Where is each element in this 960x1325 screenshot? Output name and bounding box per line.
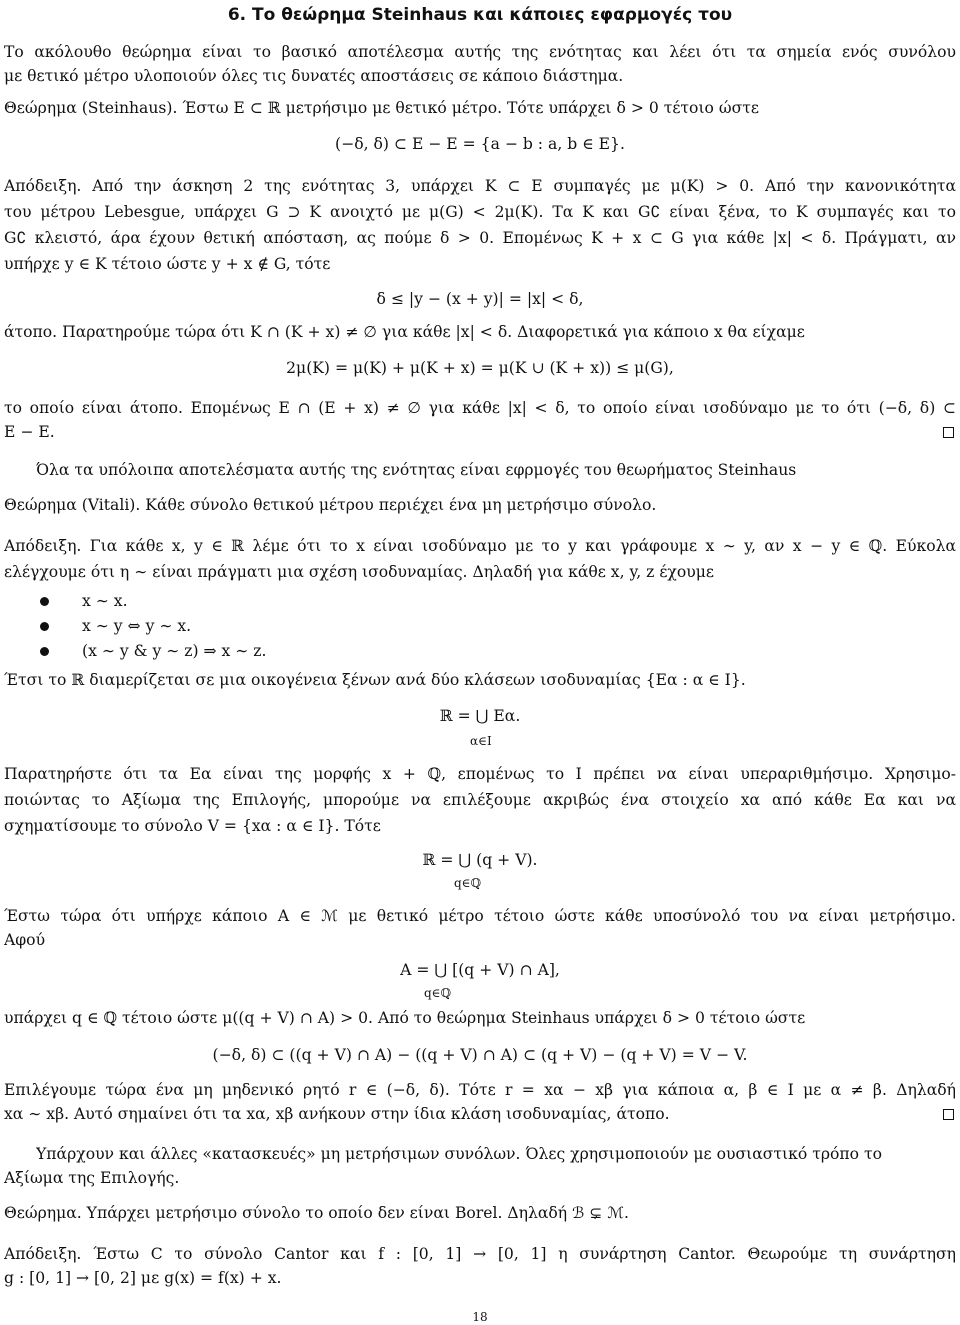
text-line: με θετικό μέτρο υλοποιούν όλες τις δυνατές αποστάσεις σε κάποιο διάστημα. (4, 67, 624, 85)
union-subscript: α∈I (470, 734, 492, 748)
list-item: (x ∼ y & y ∼ z) ⇒ x ∼ z. (82, 642, 267, 660)
text-line: άτοπο. Παρατηρούμε τώρα ότι K ∩ (K + x) ≠ ∅ για κάθε |x| < δ. Διαφορετικά για κάποιο x θα είχαμε (4, 323, 805, 341)
page-number: 18 (472, 1310, 488, 1324)
display-equation: (−δ, δ) ⊂ E − E = {a − b : a, b ∈ E}. (335, 135, 625, 153)
display-equation: (−δ, δ) ⊂ ((q + V) ∩ A) − ((q + V) ∩ A) ⊂ (q + V) − (q + V) = V − V. (212, 1046, 748, 1064)
union-expression: ℝ = ⋃ Eα. (439, 707, 521, 725)
text-line: Υπάρχουν και άλλες «κατασκευές» μη μετρήσιμων συνόλων. Όλες χρησιμοποιούν με ουσιαστικό τρόπο το (36, 1145, 883, 1163)
text-line: υπήρχε y ∈ K τέτοιο ώστε y + x ∉ G, τότε (4, 255, 331, 273)
bullet-icon (40, 597, 49, 606)
display-union-equation (0, 848, 960, 908)
proof-line: Απόδειξη. Για κάθε x, y ∈ ℝ λέμε ότι το x είναι ισοδύναμο με το y και γράφουμε x ∼ y, αν x − y ∈ ℚ. Εύκολα (4, 537, 956, 555)
union-expression: ℝ = ⋃ (q + V). (422, 851, 538, 869)
list-item: x ∼ x. (82, 592, 128, 610)
union-expression: A = ⋃ [(q + V) ∩ A], (400, 961, 560, 979)
text-line: ποιώντας το Αξίωμα της Επιλογής, μπορούμε να επιλέξουμε ακριβώς ένα στοιχείο xα από κάθε Eα και να (4, 791, 956, 809)
text-line: Όλα τα υπόλοιπα αποτελέσματα αυτής της ενότητας είναι εφρμογές του θεωρήματος Steinhaus (36, 461, 797, 479)
text-line: g : [0, 1] → [0, 2] με g(x) = f(x) + x. (4, 1269, 282, 1287)
union-subscript: q∈ℚ (454, 876, 482, 890)
text-line: του μέτρου Lebesgue, υπάρχει G ⊃ K ανοιχτό με μ(G) < 2μ(K). Τα K και G∁ είναι ξένα, το K συμπαγές και το (4, 203, 956, 221)
text-line: Αξίωμα της Επιλογής. (4, 1169, 180, 1187)
union-subscript: q∈ℚ (424, 986, 452, 1000)
list-item: x ∼ y ⇔ y ∼ x. (82, 617, 192, 635)
text-line: xα ∼ xβ. Αυτό σημαίνει ότι τα xα, xβ ανήκουν στην ίδια κλάση ισοδυναμίας, άτοπο. (4, 1105, 670, 1123)
text-line: σχηματίσουμε το σύνολο V = {xα : α ∈ I}. Τότε (4, 817, 381, 835)
text-line: το οποίο είναι άτοπο. Επομένως E ∩ (E + x) ≠ ∅ για κάθε |x| < δ, το οποίο είναι ισοδύναμο με το ότι (−δ, δ) ⊂ (4, 399, 956, 417)
text-line: Παρατηρήστε ότι τα Eα είναι της μορφής x + ℚ, επομένως το I πρέπει να είναι υπεραριθμήσιμο. Χρησιμο- (4, 765, 956, 783)
text-line: E − E. (4, 423, 55, 441)
text-line: Αφού (4, 931, 46, 949)
display-equation: 2μ(K) = μ(K) + μ(K + x) = μ(K ∪ (K + x)) ≤ μ(G), (286, 359, 674, 377)
bullet-icon (40, 647, 49, 656)
display-equation: δ ≤ |y − (x + y)| = |x| < δ, (376, 290, 584, 308)
theorem-vitali: Θεώρημα (Vitali). Κάθε σύνολο θετικού μέτρου περιέχει ένα μη μετρήσιμο σύνολο. (4, 496, 657, 514)
qed-square-icon (943, 427, 954, 438)
text-line: Επιλέγουμε τώρα ένα μη μηδενικό ρητό r ∈ (−δ, δ). Τότε r = xα − xβ για κάποια α, β ∈ I με α ≠ β. Δηλαδή (4, 1081, 956, 1099)
proof-line: Απόδειξη. Έστω C το σύνολο Cantor και f : [0, 1] → [0, 1] η συνάρτηση Cantor. Θεωρούμε τη συνάρτηση (4, 1245, 956, 1263)
bullet-icon (40, 622, 49, 631)
text-line: Έστω τώρα ότι υπήρχε κάποιο A ∈ ℳ με θετικό μέτρο τέτοιο ώστε κάθε υποσύνολό του να είναι μετρήσιμο. (4, 907, 956, 925)
proof-line: Απόδειξη. Από την άσκηση 2 της ενότητας 3, υπάρχει K ⊂ E συμπαγές με μ(K) > 0. Από την κανονικότητα (4, 177, 956, 195)
text-line: Το ακόλουθο θεώρημα είναι το βασικό αποτέλεσμα αυτής της ενότητας και λέει ότι τα σημεία ενός συνόλου (4, 43, 956, 61)
text-line: G∁ κλειστό, άρα έχουν θετική απόσταση, ας πούμε δ > 0. Επομένως K + x ⊂ G για κάθε |x| < δ. Πράγματι, αν (4, 229, 956, 247)
text-line: υπάρχει q ∈ ℚ τέτοιο ώστε μ((q + V) ∩ A) > 0. Από το θεώρημα Steinhaus υπάρχει δ > 0 τέτοιο ώστε (4, 1009, 806, 1027)
theorem-steinhaus: Θεώρημα (Steinhaus). Έστω E ⊂ ℝ μετρήσιμο με θετικό μέτρο. Τότε υπάρχει δ > 0 τέτοιο ώστε (4, 99, 759, 117)
section-title: 6. Το θεώρημα Steinhaus και κάποιες εφαρμογές του (227, 5, 733, 25)
theorem-borel: Θεώρημα. Υπάρχει μετρήσιμο σύνολο το οποίο δεν είναι Borel. Δηλαδή ℬ ⊊ ℳ. (4, 1204, 629, 1222)
qed-square-icon (943, 1109, 954, 1120)
display-union-equation (0, 704, 960, 764)
text-line: ελέγχουμε ότι η ∼ είναι πράγματι μια σχέση ισοδυναμίας. Δηλαδή για κάθε x, y, z έχουμε (4, 563, 714, 581)
text-line: Έτσι το ℝ διαμερίζεται σε μια οικογένεια ξένων ανά δύο κλάσεων ισοδυναμίας {Eα : α ∈ I}. (4, 671, 746, 689)
